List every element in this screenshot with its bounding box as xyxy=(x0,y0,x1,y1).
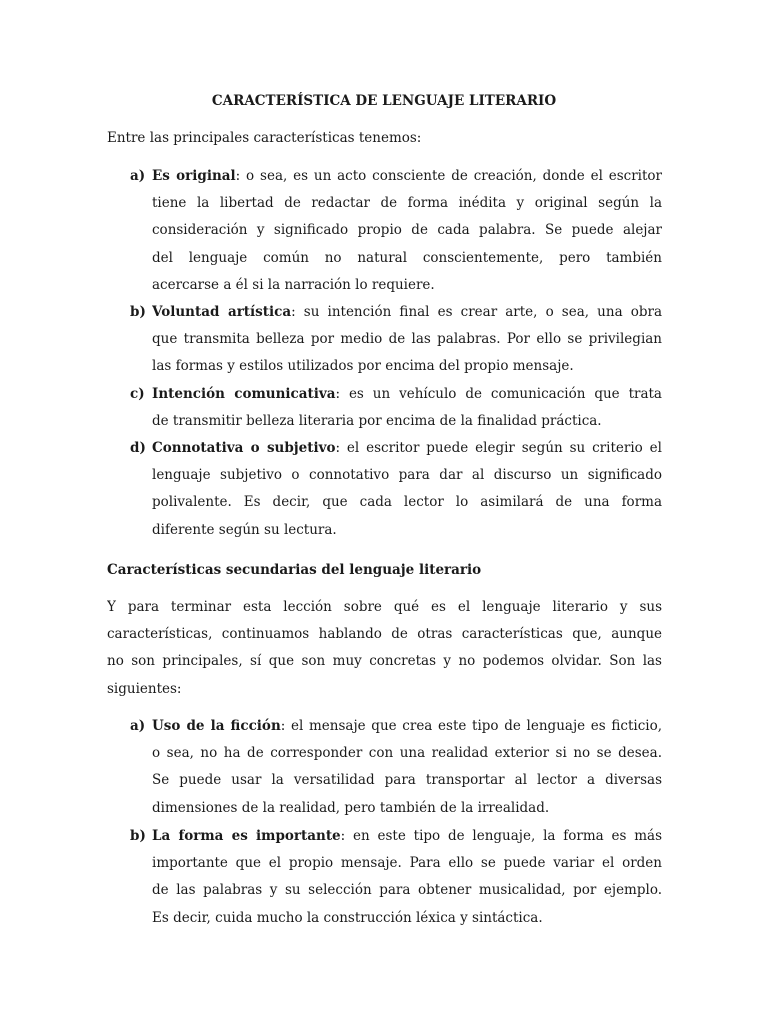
intro-text: Entre las principales características tenemos: xyxy=(107,130,422,146)
list-item-term: Intención comunicativa xyxy=(152,386,336,402)
paragraph-line: no son principales, sí que son muy concretas y no podemos olvidar. Son las xyxy=(107,653,662,670)
list-item-line: diferente según su lectura. xyxy=(152,521,337,538)
list-item-line: del lenguaje común no natural conscientemente, pero también xyxy=(152,249,662,266)
list-marker: d) xyxy=(130,440,146,456)
list-item-line: acercarse a él si la narración lo requiere. xyxy=(152,276,435,293)
list-marker: c) xyxy=(130,386,145,402)
list-item-term: Connotativa o subjetivo xyxy=(152,440,336,456)
list-item-line: : o sea, es un acto consciente de creación, donde el escritor xyxy=(235,168,662,184)
list-item-line: lenguaje subjetivo o connotativo para dar al discurso un significado xyxy=(152,467,662,484)
list-item-line: : en este tipo de lenguaje, la forma es más xyxy=(340,828,662,844)
list-item-line: : el escritor puede elegir según su criterio el xyxy=(335,440,662,456)
list-item-body xyxy=(152,166,662,302)
list-item-body xyxy=(152,826,662,935)
list-item-line: que transmita belleza por medio de las palabras. Por ello se privilegian xyxy=(152,331,662,348)
list-item-body xyxy=(152,384,662,438)
list-item-term: Voluntad artística xyxy=(152,304,292,320)
list-item-line: dimensiones de la realidad, pero también de la irrealidad. xyxy=(152,799,550,816)
list-item-line: : el mensaje que crea este tipo de lenguaje es ficticio, xyxy=(280,718,662,734)
paragraph-line: características, continuamos hablando de otras características que, aunque xyxy=(107,626,662,643)
list-item-line: de transmitir belleza literaria por encima de la finalidad práctica. xyxy=(152,413,602,430)
list-item-line: Es decir, cuida mucho la construcción léxica y sintáctica. xyxy=(152,909,543,926)
list-item-line: Se puede usar la versatilidad para transportar al lector a diversas xyxy=(152,772,662,789)
list-item-body xyxy=(152,716,662,825)
list-item-line: o sea, no ha de corresponder con una realidad exterior si no se desea. xyxy=(152,745,662,762)
list-item-line: tiene la libertad de redactar de forma inédita y original según la xyxy=(152,195,662,212)
list-item-term: Uso de la ficción xyxy=(152,718,281,734)
list-marker: a) xyxy=(130,168,146,184)
list-item-term: Es original xyxy=(152,168,236,184)
paragraph xyxy=(107,597,662,706)
list-item-line: importante que el propio mensaje. Para ello se puede variar el orden xyxy=(152,855,662,872)
list-item-body xyxy=(152,302,662,384)
paragraph-line: Y para terminar esta lección sobre qué es el lenguaje literario y sus xyxy=(107,599,662,615)
paragraph-line: siguientes: xyxy=(107,680,182,697)
section-heading: Características secundarias del lenguaje literario xyxy=(107,562,482,578)
list-marker: a) xyxy=(130,718,146,734)
list-marker: b) xyxy=(130,304,146,320)
list-item-line: : su intención final es crear arte, o sea, una obra xyxy=(291,304,662,320)
list-item-line: de las palabras y su selección para obtener musicalidad, por ejemplo. xyxy=(152,882,662,899)
list-item-body xyxy=(152,438,662,547)
list-item-line: consideración y significado propio de cada palabra. Se puede alejar xyxy=(152,222,662,239)
list-item-line: polivalente. Es decir, que cada lector lo asimilará de una forma xyxy=(152,494,662,511)
list-item-line: las formas y estilos utilizados por encima del propio mensaje. xyxy=(152,358,574,375)
list-item-term: La forma es importante xyxy=(152,828,341,844)
list-marker: b) xyxy=(130,828,146,844)
page-title: CARACTERÍSTICA DE LENGUAJE LITERARIO xyxy=(211,93,557,109)
list-item-line: : es un vehículo de comunicación que trata xyxy=(335,386,662,402)
